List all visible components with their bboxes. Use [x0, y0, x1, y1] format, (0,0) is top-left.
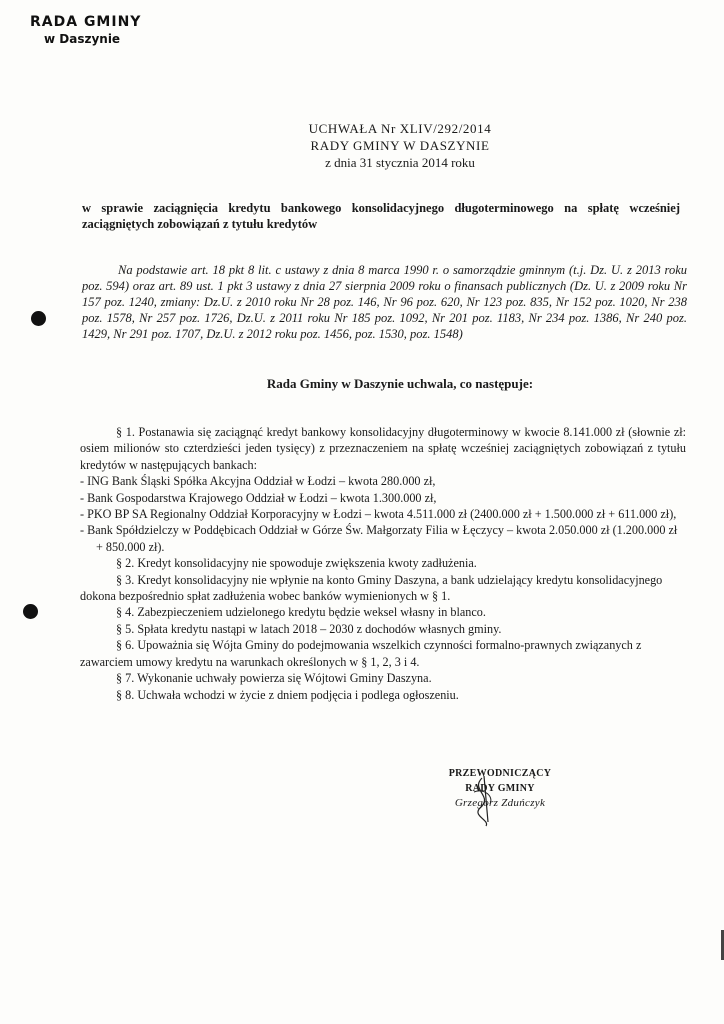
- stamp-line-1: RADA GMINY: [30, 14, 142, 30]
- resolution-date: z dnia 31 stycznia 2014 roku: [325, 155, 475, 170]
- bank-item: - Bank Spółdzielczy w Poddębicach Oddział w Górze Św. Małgorzaty Filia w Łęczycy – kwota 2.050.000 zł (1.200.000 zł + 850.000 zł).: [80, 523, 678, 554]
- legal-basis: Na podstawie art. 18 pkt 8 lit. c ustawy z dnia 8 marca 1990 r. o samorządzie gminnym (t.j. Dz. U. z 2013 roku poz. 594) oraz art. 89 ust. 1 pkt 3 ustawy z dnia 27 sierpnia 2009 roku o finansach publicznych (Dz. U. z 2009 roku Nr 157 poz. 1240, zmiany: Dz.U. z 2010 roku Nr 28 poz. 146, Nr 96 poz. 620, Nr 123 poz. 835, Nr 152 poz. 1020, Nr 238 poz. 1578, Nr 257 poz. 1726, Dz.U. z 2011 roku Nr 185 poz. 1092, Nr 201 poz. 1183, Nr 234 poz. 1386, Nr 240 poz. 1429, Nr 291 poz. 1707, Dz.U. z 2012 roku poz. 1456, poz. 1530, poz. 1548): [82, 263, 687, 342]
- signature-title: PRZEWODNICZĄCY: [448, 768, 552, 779]
- council-stamp: [30, 14, 141, 48]
- signature-block: [420, 766, 580, 811]
- signature-name: Grzegorz Zduńczyk: [454, 797, 546, 809]
- bank-item: - ING Bank Śląski Spółka Akcyjna Oddział w Łodzi – kwota 280.000 zł,: [80, 474, 436, 489]
- resolves-heading: Rada Gminy w Daszynie uchwala, co następuje:: [266, 376, 534, 391]
- stamp-line-2: w Daszynie: [44, 32, 121, 46]
- resolution-body: [80, 424, 686, 703]
- section-4: § 4. Zabezpieczeniem udzielonego kredytu będzie weksel własny in blanco.: [116, 605, 486, 620]
- section-3: § 3. Kredyt konsolidacyjny nie wpłynie na konto Gminy Daszyna, a bank udzielający kredytu konsolidacyjnego dokona bezpośrednio spłat zadłużenia wobec banków wymienionych w § 1.: [80, 572, 663, 604]
- section-5: § 5. Spłata kredytu nastąpi w latach 2018 – 2030 z dochodów własnych gminy.: [116, 621, 502, 636]
- section-7: § 7. Wykonanie uchwały powierza się Wójtowi Gminy Daszyna.: [116, 671, 432, 686]
- section-2: § 2. Kredyt konsolidacyjny nie spowoduje zwiększenia kwoty zadłużenia.: [116, 556, 477, 571]
- signature-body: RADY GMINY: [465, 783, 535, 794]
- section-1: § 1. Postanawia się zaciągnąć kredyt bankowy konsolidacyjny długoterminowy w kwocie 8.141.000 zł (słownie zł: osiem milionów sto czterdzieści jeden tysięcy) z przeznaczeniem na spłatę wcześniej zaciągniętych zobowiązań z tytułu kredytów w następujących bankach:: [80, 425, 686, 472]
- section-6: § 6. Upoważnia się Wójta Gminy do podejmowania wszelkich czynności formalno-prawnych związanych z zawarciem umowy kredytu na warunkach określonych w § 1, 2, 3 i 4.: [80, 638, 642, 669]
- bank-item: - Bank Gospodarstwa Krajowego Oddział w Łodzi – kwota 1.300.000 zł,: [80, 490, 437, 505]
- punch-hole-top: [31, 311, 46, 326]
- resolution-subject: w sprawie zaciągnięcia kredytu bankowego konsolidacyjnego długoterminowego na spłatę wcześniej zaciągniętych zobowiązań z tytułu kredytów: [82, 201, 680, 231]
- section-8: § 8. Uchwała wchodzi w życie z dniem podjęcia i podlega ogłoszeniu.: [116, 687, 459, 702]
- resolution-number: UCHWAŁA Nr XLIV/292/2014: [308, 121, 492, 136]
- document-title: [200, 120, 600, 171]
- punch-hole-bottom: [23, 604, 38, 619]
- council-name: RADY GMINY W DASZYNIE: [310, 138, 490, 153]
- bank-item: - PKO BP SA Regionalny Oddział Korporacyjny w Łodzi – kwota 4.511.000 zł (2400.000 zł + 1.500.000 zł + 611.000 zł),: [80, 507, 677, 522]
